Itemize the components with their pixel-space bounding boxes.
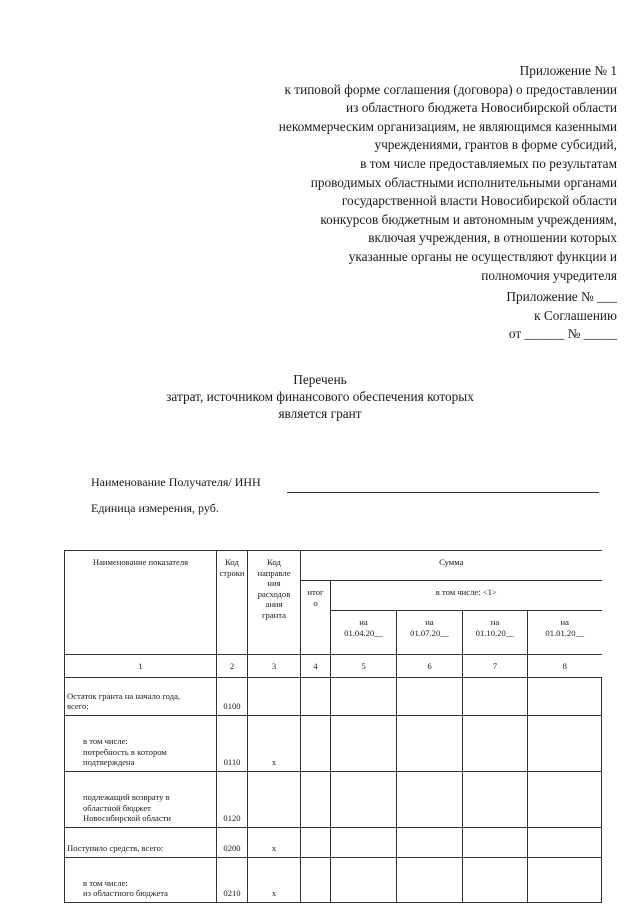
cell-q2[interactable]: [397, 772, 463, 828]
row-name-line: Поступило средств, всего:: [67, 843, 164, 854]
header-direction-code: [248, 551, 301, 655]
row-name: [65, 828, 217, 858]
header-date-line: 01.04.20__: [344, 627, 383, 638]
header-code: [217, 551, 248, 655]
column-number: 6: [397, 655, 463, 678]
header-indicator: Наименование показателя: [65, 551, 217, 655]
unit-label: Единица измерения, руб.: [91, 501, 219, 515]
row-code: 0120: [217, 772, 248, 828]
annex-line: к Соглашению: [534, 307, 617, 323]
appendix-line: в том числе предоставляемых по результатам: [360, 155, 617, 171]
cell-total[interactable]: [301, 858, 331, 903]
row-name-line: Новосибирской области: [83, 813, 172, 824]
title-line: Перечень: [293, 372, 347, 387]
cell-q2[interactable]: [397, 678, 463, 716]
header-code-line: строки: [219, 567, 245, 578]
cell-q3[interactable]: [463, 678, 528, 716]
header-date-q1: [331, 611, 397, 655]
appendix-line: некоммерческим организациям, не являющимся казенными: [278, 118, 617, 134]
cell-q4[interactable]: [528, 828, 602, 858]
header-date-line: 01.07.20__: [410, 627, 449, 638]
header-code-line: Код: [225, 557, 239, 567]
column-number: 7: [463, 655, 528, 678]
appendix-line: к типовой форме соглашения (договора) о предоставлении: [284, 81, 617, 97]
header-dir-line: Код: [267, 557, 281, 567]
header-total: [301, 581, 331, 655]
cell-q4[interactable]: [528, 858, 602, 903]
header-dir-line: гранта: [262, 609, 286, 620]
header-dir-line: направле: [257, 567, 291, 578]
recipient-label: Наименование Получателя/ ИНН: [91, 475, 261, 489]
cell-q2[interactable]: [397, 716, 463, 772]
table-row: [65, 828, 602, 858]
appendix-line: учреждениями, грантов в форме субсидий,: [374, 137, 617, 153]
cell-q2[interactable]: [397, 858, 463, 903]
cell-q1[interactable]: [331, 678, 397, 716]
header-including: в том числе: <1>: [331, 581, 602, 611]
row-direction-code[interactable]: x: [248, 828, 301, 858]
header-dir-line: ния: [267, 578, 281, 589]
header-date-line: на: [359, 617, 368, 627]
row-direction-code[interactable]: x: [248, 858, 301, 903]
header-date-q2: [397, 611, 463, 655]
cell-q3[interactable]: [463, 772, 528, 828]
appendix-line: проводимых областными исполнительными органами: [310, 174, 617, 190]
header-date-line: на: [560, 617, 569, 627]
cell-total[interactable]: [301, 678, 331, 716]
header-dir-line: расходов: [257, 588, 291, 599]
appendix-line: конкурсов бюджетным и автономным учреждениям,: [320, 211, 617, 227]
row-code: 0110: [217, 716, 248, 772]
cell-total[interactable]: [301, 716, 331, 772]
column-number: 5: [331, 655, 397, 678]
annex-line: от ______ № _____: [508, 326, 617, 342]
cell-q3[interactable]: [463, 828, 528, 858]
annex-reference: [506, 288, 617, 344]
column-number: 1: [65, 655, 217, 678]
annex-line: Приложение № ___: [506, 289, 617, 304]
row-name-line: подтверждена: [83, 757, 135, 768]
cell-q3[interactable]: [463, 716, 528, 772]
cell-q2[interactable]: [397, 828, 463, 858]
header-date-q3: [463, 611, 528, 655]
row-code: 0200: [217, 828, 248, 858]
appendix-line: включая учреждения, в отношении которых: [368, 230, 617, 246]
row-name-line: из областного бюджета: [83, 888, 168, 899]
row-direction-code[interactable]: [248, 678, 301, 716]
expense-table: [64, 550, 602, 903]
row-name-line: в том числе:: [83, 736, 128, 747]
appendix-line: полномочия учредителя: [481, 267, 617, 283]
row-direction-code[interactable]: x: [248, 716, 301, 772]
row-code: 0210: [217, 858, 248, 903]
header-total-line: о: [313, 597, 318, 608]
row-name: [65, 678, 217, 716]
row-name-line: подлежащий возврату в: [83, 792, 170, 803]
document-title: [0, 372, 640, 422]
column-number: 4: [301, 655, 331, 678]
row-name-line: областной бюджет: [83, 802, 151, 813]
row-code: 0100: [217, 678, 248, 716]
row-name-line: всего:: [67, 701, 89, 712]
header-total-line: итог: [307, 587, 324, 597]
cell-total[interactable]: [301, 772, 331, 828]
header-sum: Сумма: [301, 551, 602, 581]
row-name-line: в том числе:: [83, 877, 128, 888]
column-number: 3: [248, 655, 301, 678]
appendix-line: Приложение № 1: [519, 63, 617, 78]
appendix-line: государственной власти Новосибирской области: [341, 193, 617, 209]
header-date-line: на: [490, 617, 500, 627]
cell-total[interactable]: [301, 828, 331, 858]
cell-q3[interactable]: [463, 858, 528, 903]
row-name: [65, 716, 217, 772]
cell-q4[interactable]: [528, 772, 602, 828]
row-name-line: Остаток гранта на начало года,: [67, 690, 181, 701]
recipient-fill-line[interactable]: [287, 492, 599, 493]
cell-q4[interactable]: [528, 678, 602, 716]
appendix-heading: [197, 62, 617, 285]
cell-q4[interactable]: [528, 716, 602, 772]
header-dir-line: ания: [265, 599, 283, 610]
title-line: является грант: [278, 405, 362, 421]
row-direction-code[interactable]: [248, 772, 301, 828]
column-number: 2: [217, 655, 248, 678]
cell-q1[interactable]: [331, 858, 397, 903]
title-line: затрат, источником финансового обеспечения которых: [166, 388, 474, 404]
cell-q1[interactable]: [331, 716, 397, 772]
cell-q1[interactable]: [331, 828, 397, 858]
header-date-line: 01.10.20__: [475, 627, 515, 638]
header-date-line: на: [425, 617, 434, 627]
table-row: [65, 716, 602, 772]
row-name-line: потребность в котором: [83, 746, 167, 757]
header-date-q4: [528, 611, 602, 655]
row-name: [65, 858, 217, 903]
row-name: [65, 772, 217, 828]
header-date-line: 01.01.20__: [545, 627, 585, 638]
appendix-line: указанные органы не осуществляют функции и: [348, 248, 617, 264]
table-row: [65, 772, 602, 828]
cell-q1[interactable]: [331, 772, 397, 828]
table-row: [65, 678, 602, 716]
table-row: [65, 858, 602, 903]
appendix-line: из областного бюджета Новосибирской области: [346, 100, 617, 116]
column-number: 8: [528, 655, 602, 678]
